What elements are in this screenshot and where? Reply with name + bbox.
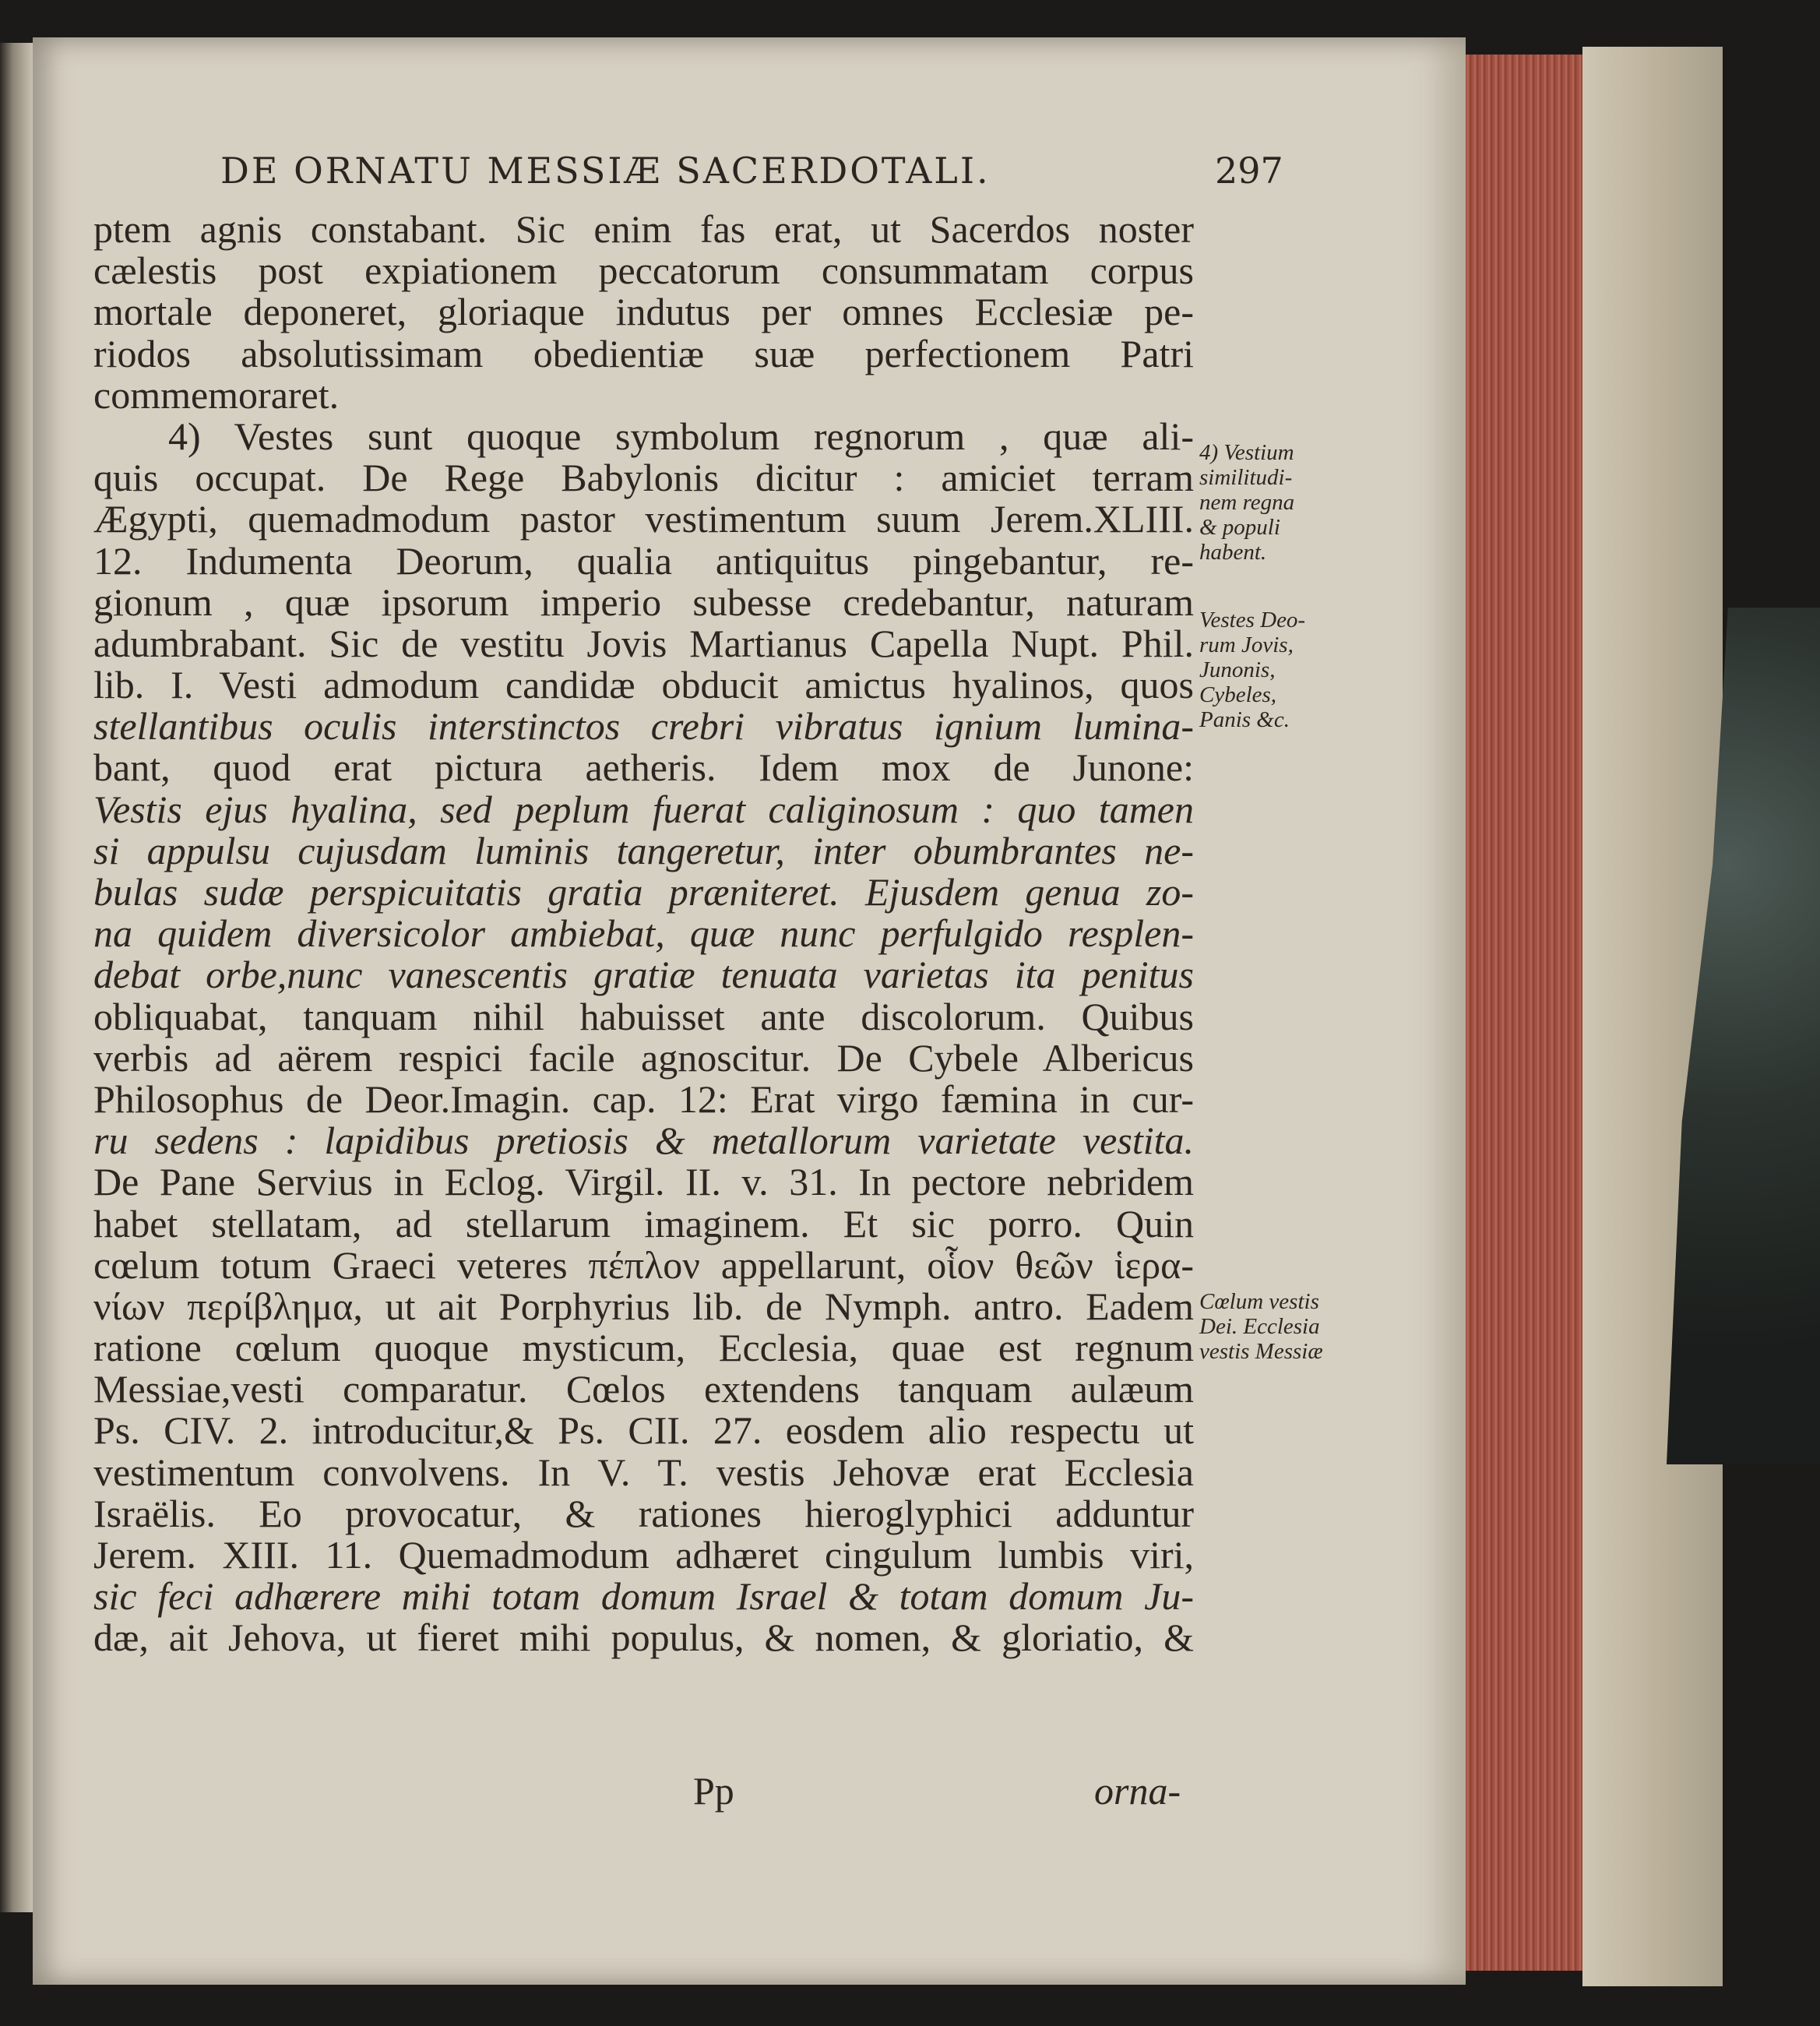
- text-line: habet stellatam, ad stellarum imaginem. Et sic porro. Quin: [93, 1201, 1194, 1246]
- text-line: De Pane Servius in Eclog. Virgil. II. v. 31. In pectore nebridem: [93, 1160, 1194, 1204]
- text-line: si appulsu cujusdam luminis tangeretur, inter obumbrantes ne-: [93, 828, 1194, 872]
- text-line: ratione cœlum quoque mysticum, Ecclesia, quae est regnum: [93, 1326, 1194, 1370]
- text-line: stellantibus oculis interstinctos crebri vibratus ignium lumina-: [93, 704, 1194, 749]
- text-line: Israëlis. Eo provocatur, & rationes hieroglyphici adduntur: [93, 1491, 1194, 1535]
- text-line: mortale deponeret, gloriaque indutus per omnes Ecclesiæ pe-: [93, 290, 1194, 334]
- margin-note-coelum: Cœlum vestis Dei. Ecclesia vestis Messiæ: [1199, 1289, 1323, 1364]
- text-line: obliquabat, tanquam nihil habuisset ante discolorum. Quibus: [93, 994, 1194, 1038]
- text-line: vestimentum convolvens. In V. T. vestis Jehovæ erat Ecclesia: [93, 1450, 1194, 1494]
- text-line: lib. I. Vesti admodum candidæ obducit amictus hyalinos, quos: [93, 663, 1194, 707]
- text-line: Ægypti, quemadmodum pastor vestimentum suum Jerem.XLIII.: [93, 497, 1194, 541]
- text-line: Messiae,vesti comparatur. Cœlos extendens tanquam aulæum: [93, 1367, 1194, 1411]
- page-block-edges: [1466, 55, 1582, 1971]
- text-line: riodos absolutissimam obedientiæ suæ perfectionem Patri: [93, 331, 1194, 375]
- text-line: verbis ad aërem respici facile agnoscitur. De Cybele Albericus: [93, 1035, 1194, 1080]
- text-line: commemoraret.: [93, 372, 340, 417]
- text-line: na quidem diversicolor ambiebat, quæ nunc perfulgido resplen-: [93, 911, 1194, 956]
- text-line: debat orbe,nunc vanescentis gratiæ tenuata varietas ita penitus: [93, 953, 1194, 997]
- text-line: Jerem. XIII. 11. Quemadmodum adhæret cingulum lumbis viri,: [93, 1533, 1194, 1577]
- body-text: [93, 209, 1194, 1659]
- text-line: adumbrabant. Sic de vestitu Jovis Martianus Capella Nupt. Phil.: [93, 621, 1194, 665]
- text-line: νίων περίβλημα, ut ait Porphyrius lib. de Nymph. antro. Eadem: [93, 1284, 1194, 1328]
- text-line: Philosophus de Deor.Imagin. cap. 12: Erat virgo fæmina in cur-: [93, 1076, 1194, 1121]
- left-page-edge: [0, 43, 33, 1912]
- text-line: cœlum totum Graeci veteres πέπλον appellarunt, οἷον θεῶν ἱερα-: [93, 1242, 1194, 1287]
- text-line: sic feci adhærere mihi totam domum Israel & totam domum Ju-: [93, 1574, 1194, 1619]
- text-line: gionum , quæ ipsorum imperio subesse credebantur, naturam: [93, 580, 1194, 624]
- text-line: 12. Indumenta Deorum, qualia antiquitus pingebantur, re-: [93, 538, 1194, 583]
- text-line: Vestis ejus hyalina, sed peplum fuerat caliginosum : quo tamen: [93, 787, 1194, 831]
- page-number: 297: [1215, 150, 1283, 192]
- text-line: bant, quod erat pictura aetheris. Idem mox de Junone:: [93, 745, 1194, 790]
- margin-note-deorum: Vestes Deo- rum Jovis, Junonis, Cybeles, Panis &c.: [1199, 608, 1306, 732]
- catchword: orna-: [1094, 1769, 1181, 1813]
- text-line: ru sedens : lapidibus pretiosis & metallorum varietate vestita.: [93, 1119, 1194, 1163]
- text-line: quis occupat. De Rege Babylonis dicitur : amiciet terram: [93, 456, 1194, 500]
- text-line: cælestis post expiationem peccatorum consummatam corpus: [93, 248, 1194, 293]
- text-line: dæ, ait Jehova, ut fieret mihi populus, & nomen, & gloriatio, &: [93, 1616, 1194, 1660]
- signature-mark: Pp: [693, 1769, 734, 1813]
- text-line: ptem agnis constabant. Sic enim fas erat, ut Sacerdos noster: [93, 207, 1194, 251]
- text-line: Ps. CIV. 2. introducitur,& Ps. CII. 27. eosdem alio respectu ut: [93, 1408, 1194, 1453]
- text-line: 4) Vestes sunt quoque symbolum regnorum , quæ ali-: [168, 414, 1194, 458]
- running-header: DE ORNATU MESSIÆ SACERDOTALI.: [220, 150, 991, 192]
- margin-note-vestium: 4) Vestium similitudi- nem regna & populi habent.: [1199, 440, 1295, 565]
- text-line: bulas sudæ perspicuitatis gratia præniteret. Ejusdem genua zo-: [93, 870, 1194, 914]
